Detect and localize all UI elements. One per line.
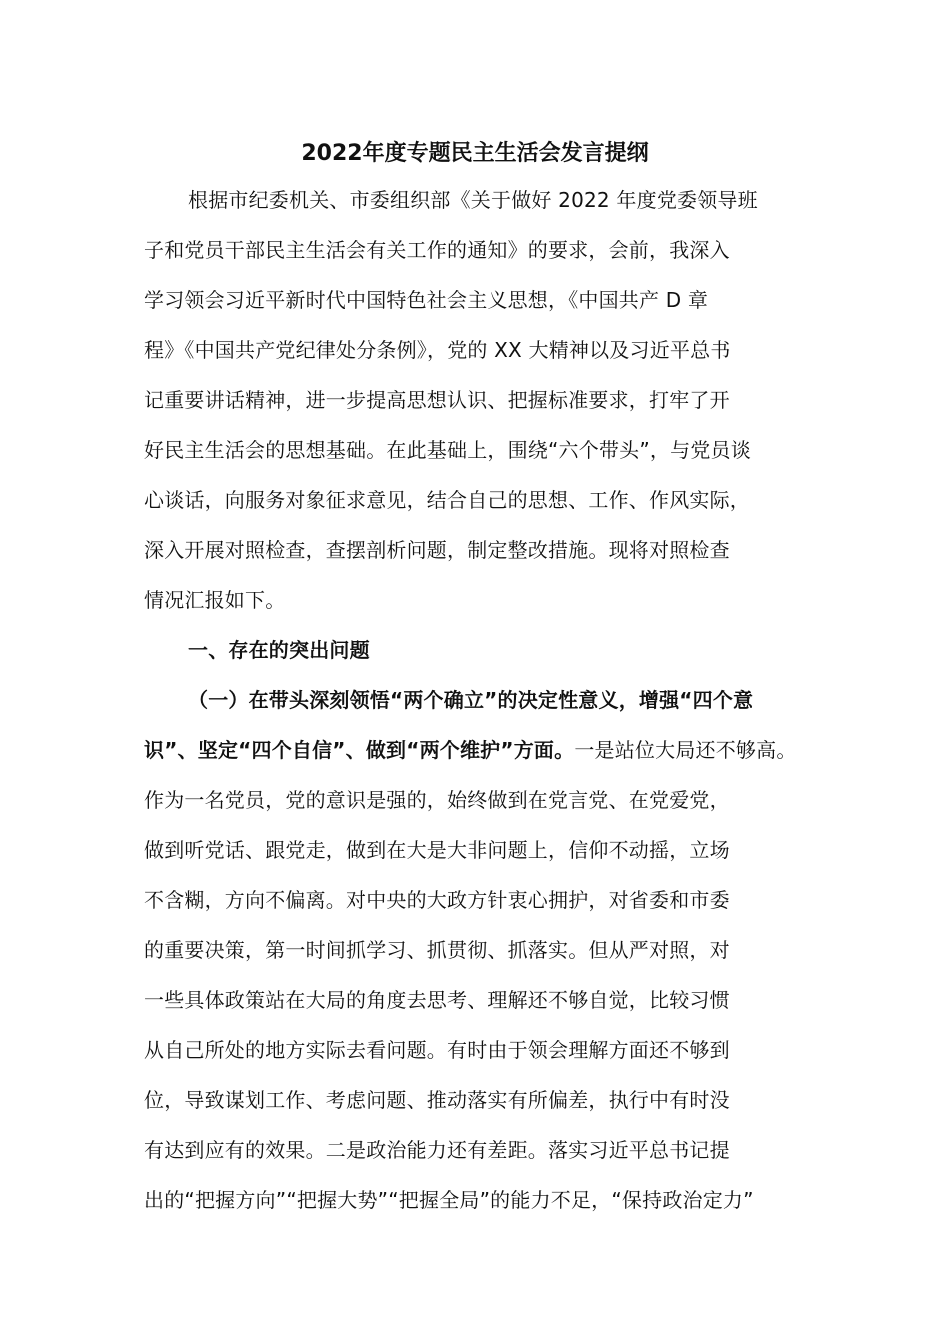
intro-line: 好民主生活会的思想基础。在此基础上，围绕“六个带头”，与党员谈 bbox=[144, 438, 751, 462]
intro-line: 情况汇报如下。 bbox=[144, 588, 286, 612]
intro-line: 子和党员干部民主生活会有关工作的通知》的要求，会前，我深入 bbox=[144, 238, 730, 262]
intro-line: 程》《中国共产党纪律处分条例》，党的 XX 大精神以及习近平总书 bbox=[144, 338, 731, 362]
sub-heading-bold-tail: 识”、坚定“四个自信”、做到“两个维护”方面。 bbox=[144, 738, 575, 762]
body-line: 从自己所处的地方实际去看问题。有时由于领会理解方面还不够到 bbox=[144, 1038, 730, 1062]
body-text-start: 一是站位大局还不够高。 bbox=[574, 738, 797, 762]
document-title: 2022年度专题民主生活会发言提纲 bbox=[301, 141, 649, 166]
intro-line: 记重要讲话精神，进一步提高思想认识、把握标准要求，打牢了开 bbox=[144, 388, 730, 412]
body-line: 一些具体政策站在大局的角度去思考、理解还不够自觉，比较习惯 bbox=[144, 988, 730, 1012]
section-heading: 一、存在的突出问题 bbox=[188, 638, 370, 662]
body-line: 位，导致谋划工作、考虑问题、推动落实有所偏差，执行中有时没 bbox=[144, 1088, 730, 1112]
intro-line: 深入开展对照检查，查摆剖析问题，制定整改措施。现将对照检查 bbox=[144, 538, 730, 562]
body-line: 出的“把握方向”“把握大势”“把握全局”的能力不足，“保持政治定力” bbox=[144, 1188, 754, 1212]
intro-line: 心谈话，向服务对象征求意见，结合自己的思想、工作、作风实际， bbox=[144, 488, 750, 512]
intro-line: 根据市纪委机关、市委组织部《关于做好 2022 年度党委领导班 bbox=[188, 188, 758, 212]
body-line: 的重要决策，第一时间抓学习、抓贯彻、抓落实。但从严对照，对 bbox=[144, 938, 730, 962]
intro-line: 学习领会习近平新时代中国特色社会主义思想，《中国共产 D 章 bbox=[144, 288, 709, 312]
body-line: 作为一名党员，党的意识是强的，始终做到在党言党、在党爱党， bbox=[144, 788, 730, 812]
body-line: 做到听党话、跟党走，做到在大是大非问题上，信仰不动摇，立场 bbox=[144, 838, 730, 862]
body-line: 有达到应有的效果。二是政治能力还有差距。落实习近平总书记提 bbox=[144, 1138, 730, 1162]
body-line: 不含糊，方向不偏离。对中央的大政方针衷心拥护，对省委和市委 bbox=[144, 888, 730, 912]
sub-heading: （一）在带头深刻领悟“两个确立”的决定性意义，增强“四个意 bbox=[188, 688, 754, 712]
sub-heading-continuation bbox=[144, 730, 797, 770]
